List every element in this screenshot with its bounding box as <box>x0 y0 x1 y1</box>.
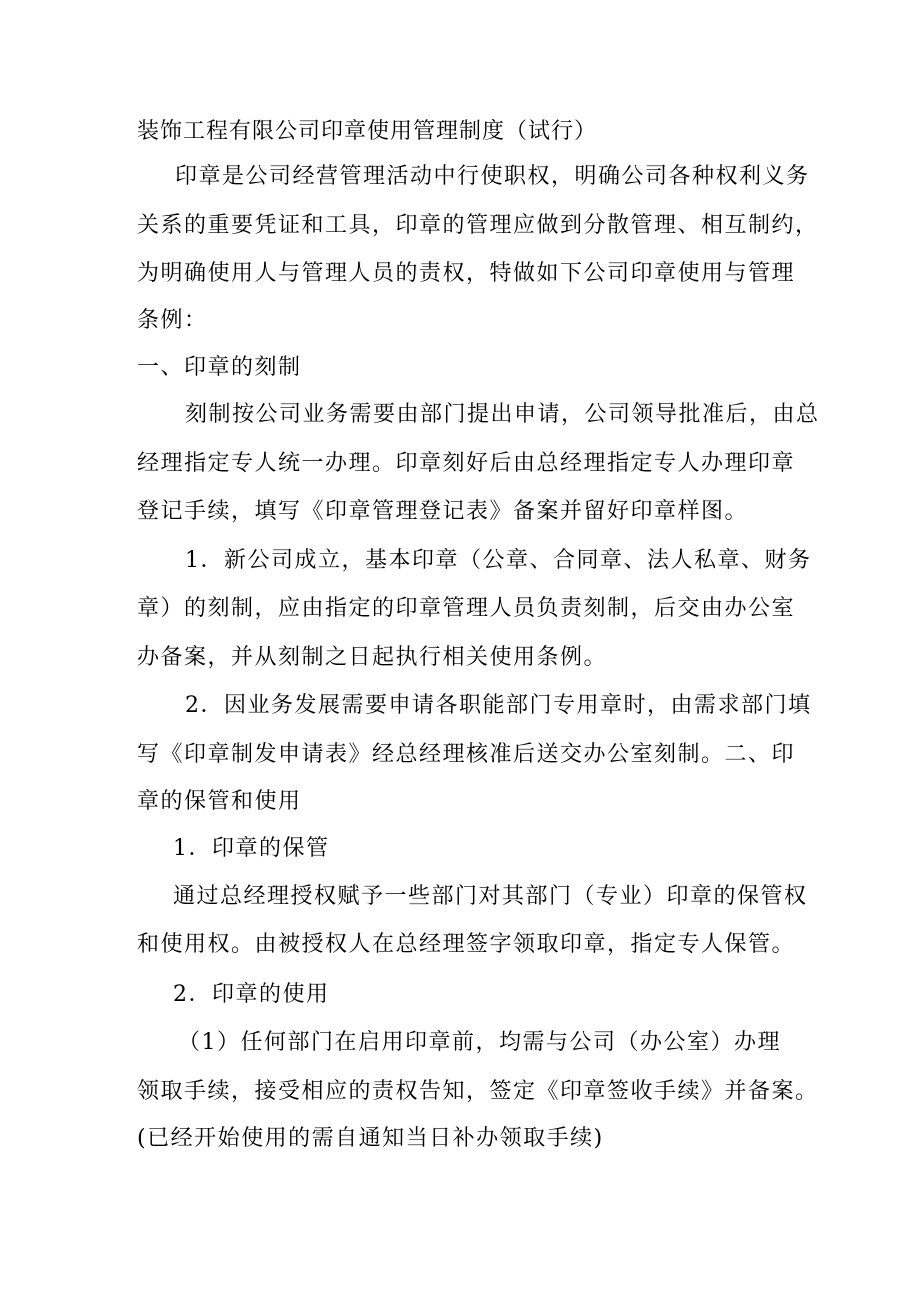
paragraph-line: 写《印章制发申请表》经总经理核准后送交办公室刻制。二、印 <box>137 742 796 767</box>
paragraph-line: 登记手续，填写《印章管理登记表》备案并留好印章样图。 <box>137 499 749 524</box>
subsection-heading: 2．印章的使用 <box>173 982 330 1007</box>
paragraph-line: 办备案，并从刻制之日起执行相关使用条例。 <box>137 645 608 670</box>
paragraph-line: 章的保管和使用 <box>137 789 302 814</box>
paragraph-line: 关系的重要凭证和工具，印章的管理应做到分散管理、相互制约， <box>137 213 819 238</box>
paragraph-line: 和使用权。由被授权人在总经理签字领取印章，指定专人保管。 <box>137 932 796 957</box>
paragraph-line: 2．因业务发展需要申请各职能部门专用章时，由需求部门填 <box>185 693 812 718</box>
paragraph-line: (已经开始使用的需自通知当日补办领取手续) <box>137 1126 604 1151</box>
paragraph-line: 刻制按公司业务需要由部门提出申请，公司领导批准后，由总 <box>185 402 820 427</box>
paragraph-line: 领取手续，接受相应的责权告知，签定《印章签收手续》并备案。 <box>137 1079 819 1104</box>
paragraph-line: 章）的刻制，应由指定的印章管理人员负责刻制，后交由办公室 <box>137 596 796 621</box>
subsection-heading: 1．印章的保管 <box>173 836 330 861</box>
section-heading: 一、印章的刻制 <box>137 355 302 380</box>
paragraph-line: 1．新公司成立，基本印章（公章、合同章、法人私章、财务 <box>185 548 812 573</box>
paragraph-line: 条例： <box>137 308 208 333</box>
paragraph-line: 通过总经理授权赋予一些部门对其部门（专业）印章的保管权 <box>173 884 808 909</box>
paragraph-line: 经理指定专人统一办理。印章刻好后由总经理指定专人办理印章 <box>137 451 796 476</box>
paragraph-line: （1）任何部门在启用印章前，均需与公司（办公室）办理 <box>178 1030 781 1055</box>
paragraph-line: 为明确使用人与管理人员的责权，特做如下公司印章使用与管理 <box>137 261 796 286</box>
paragraph-line: 印章是公司经营管理活动中行使职权，明确公司各种权利义务 <box>175 164 810 189</box>
document-title: 装饰工程有限公司印章使用管理制度（试行） <box>137 119 598 144</box>
